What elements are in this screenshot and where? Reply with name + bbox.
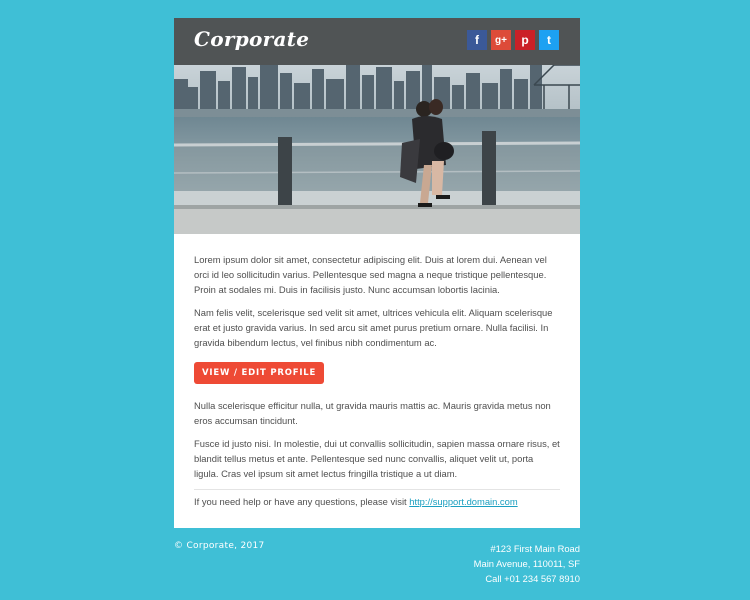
google-plus-glyph: g+ <box>495 34 507 46</box>
address-line-1: #123 First Main Road <box>490 543 580 554</box>
facebook-icon[interactable] <box>467 30 487 50</box>
phone-number: Call +01 234 567 8910 <box>485 573 580 584</box>
body-paragraph-1: Lorem ipsum dolor sit amet, consectetur adipiscing elit. Duis at lorem dui. Aenean vel orci id leo sollicitudin varius. Pellentesque sed magna a neque tristique pellentesque. Proin at sodales mi. Duis in facilisis justo. Nunc accumsan lobortis lacinia. <box>194 254 547 295</box>
google-plus-icon[interactable] <box>491 30 511 50</box>
body-paragraph-2: Nam felis velit, scelerisque sed velit sit amet, ultrices vehicula elit. Aliquam scelerisque erat et justo gravida varius. In sed arcu sit amet purus pretium ornare. Nulla facilisi. In gravida bibendum lectus, vel finibus nibh condimentum ac. <box>194 307 553 348</box>
address-line-2: Main Avenue, 110011, SF <box>473 558 580 569</box>
pinterest-icon[interactable] <box>515 30 535 50</box>
body-paragraph-4: Fusce id justo nisi. In molestie, dui ut convallis sollicitudin, sapien massa ornare risus, et blandit tellus metus et ante. Pellentesque sed nunc convallis, aliquet velit ut, porta ligula. Cras vel ipsum sit amet lectus fringilla tristique a ut diam. <box>194 438 560 479</box>
email-body <box>174 234 580 528</box>
email-header <box>174 18 580 65</box>
support-link[interactable]: http://support.domain.com <box>409 496 518 507</box>
logo: Corporate <box>194 27 310 51</box>
divider <box>194 489 560 490</box>
facebook-glyph: f <box>475 33 479 47</box>
twitter-icon[interactable] <box>539 30 559 50</box>
help-line <box>194 496 560 507</box>
body-paragraph-3: Nulla scelerisque efficitur nulla, ut gravida mauris mattis ac. Mauris gravida metus non eros accumsan tincidunt. <box>194 400 551 426</box>
hero-image <box>174 65 580 234</box>
help-text: If you need help or have any questions, please visit <box>194 496 407 507</box>
twitter-glyph: t <box>547 33 551 47</box>
email-card <box>174 18 580 528</box>
footer-address <box>474 541 580 586</box>
pinterest-glyph: p <box>521 33 529 47</box>
view-edit-profile-button[interactable]: VIEW / EDIT PROFILE <box>194 362 324 384</box>
social-links <box>467 30 559 50</box>
copyright-text: © Corporate, 2017 <box>174 541 265 551</box>
